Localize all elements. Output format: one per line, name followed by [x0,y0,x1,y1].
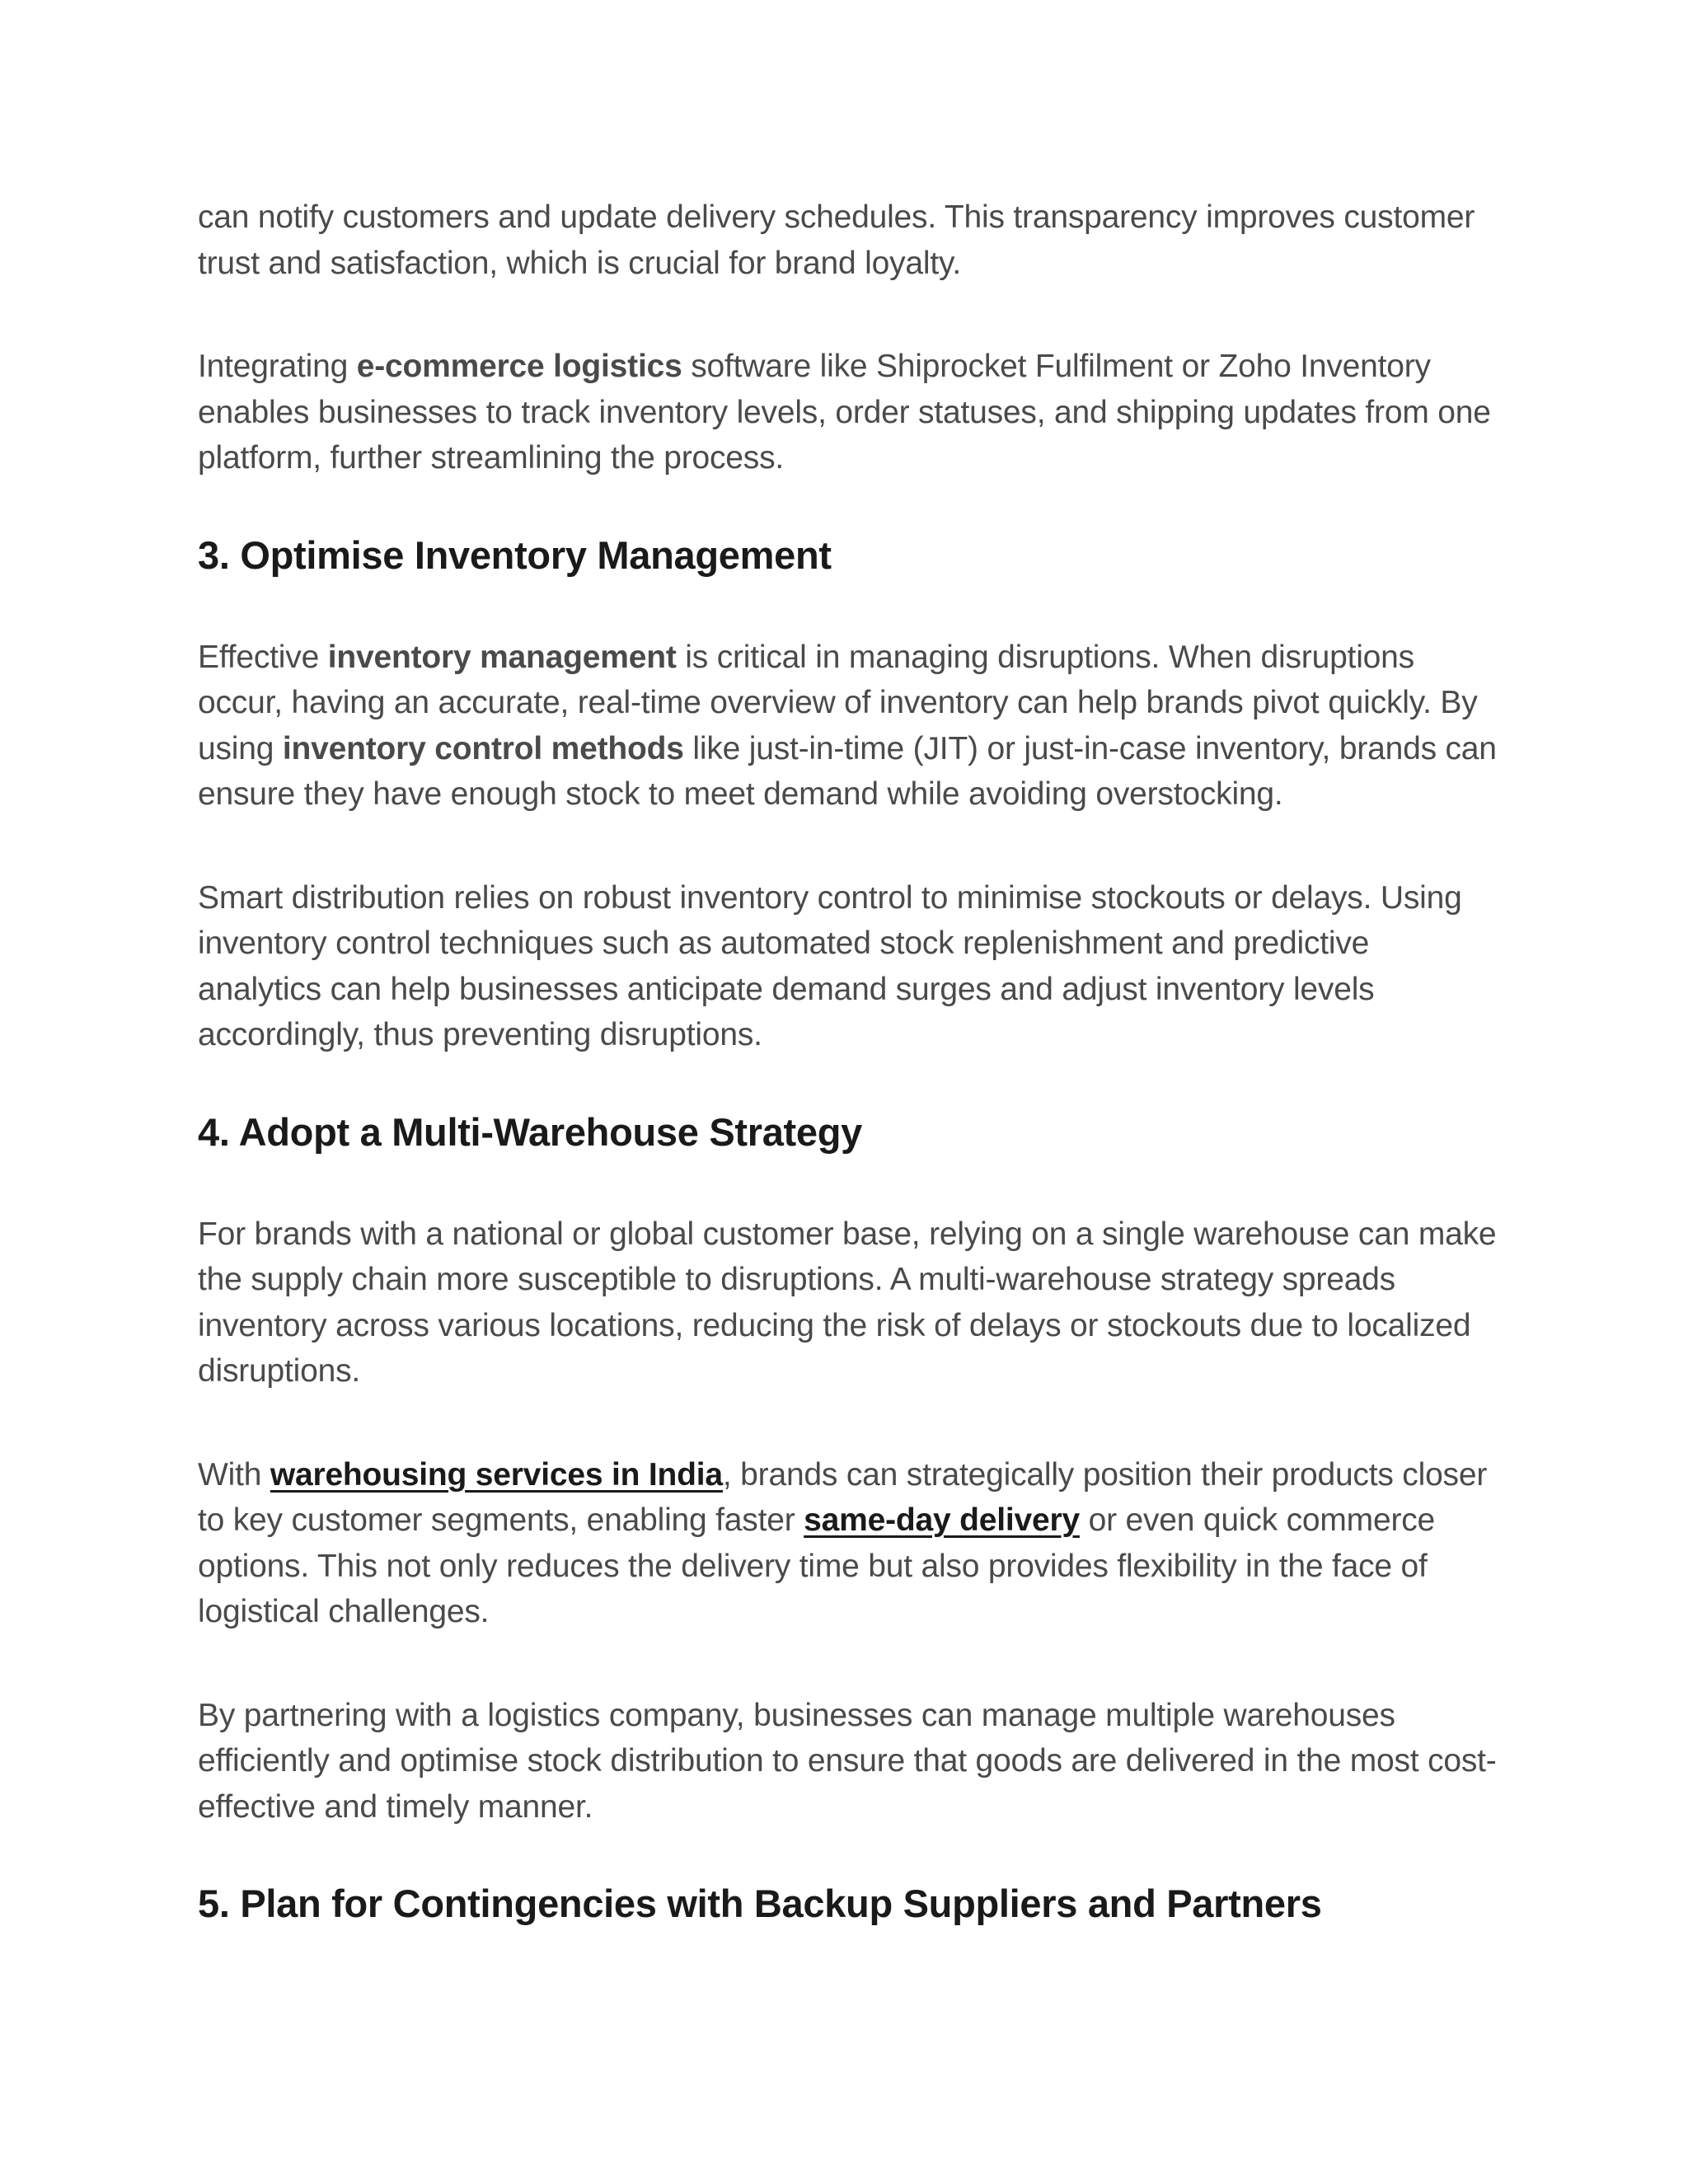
text-segment: or even quick commerce options. This not only reduces the delivery time but also provides flexibility in the face of logistical challenges. [198,1502,1436,1629]
bold-term-ecommerce-logistics: e-commerce logistics [356,349,682,384]
text-segment: Smart distribution relies on robust inventory control to minimise stockouts or delays. Using inventory control techniques such as automated stock replenishment and predictive analytics can help businesses anticipate demand surges and adjust inventory levels accordingly, thus preventing disruptions. [198,879,1462,1052]
bold-term-inventory-control-methods: inventory control methods [282,730,684,766]
paragraph-transparency [198,194,1500,286]
paragraph-smart-distribution [198,875,1500,1058]
heading-contingencies: 5. Plan for Contingencies with Backup Suppliers and Partners [198,1882,1322,1925]
paragraph-effective-inventory [198,635,1500,818]
text-segment: , brands can strategically position their products closer to key customer segments, enabling faster [198,1456,1488,1538]
paragraph-warehousing-services [198,1452,1500,1635]
text-segment: For brands with a national or global customer base, relying on a single warehouse can make the supply chain more susceptible to disruptions. A multi-warehouse strategy spreads inventory across various locations, reducing the risk of delays or stockouts due to localized disruptions. [198,1216,1497,1389]
document-page [198,194,1500,1983]
text-segment: software like Shiprocket Fulfilment or Zoho Inventory enables businesses to track inventory levels, order statuses, and shipping updates from one platform, further streamlining the process. [198,349,1491,476]
bold-term-inventory-management: inventory management [327,639,677,675]
paragraph-national-global [198,1212,1500,1394]
same-day-delivery-link[interactable]: same-day delivery [804,1502,1080,1538]
warehousing-services-link[interactable]: warehousing services in India [270,1456,723,1493]
heading-optimise-inventory: 3. Optimise Inventory Management [198,532,832,577]
text-segment: like just-in-time (JIT) or just-in-case inventory, brands can ensure they have enough stock to meet demand while avoiding overstocking. [198,730,1497,812]
text-segment: is critical in managing disruptions. When disruptions occur, having an accurate, real-time overview of inventory can help brands pivot quickly. By using [198,639,1478,766]
text-segment: By partnering with a logistics company, businesses can manage multiple warehouses efficiently and optimise stock distribution to ensure that goods are delivered in the most cost-effective and timely manner. [198,1697,1497,1825]
text-segment: With [198,1456,270,1493]
text-segment: can notify customers and update delivery schedules. This transparency improves customer trust and satisfaction, which is crucial for brand loyalty. [198,199,1475,281]
text-segment: Integrating [198,349,357,384]
heading-multi-warehouse: 4. Adopt a Multi-Warehouse Strategy [198,1109,862,1154]
paragraph-integrating-software [198,344,1500,481]
paragraph-logistics-partner [198,1693,1500,1830]
text-segment: Effective [198,639,328,675]
